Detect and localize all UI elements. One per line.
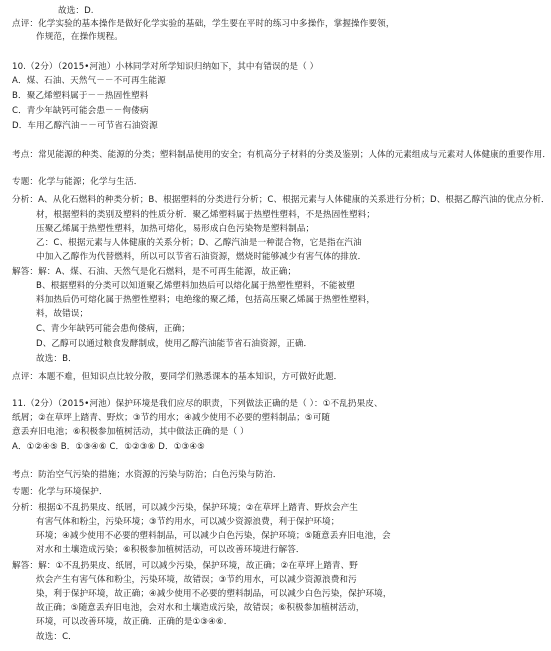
- solution-line: B、根据塑料的分类可以知道聚乙烯塑料加热后可以熔化属于热塑性塑料，不能被塑: [36, 281, 355, 291]
- solution-line: 炊会产生有害气体和粉尘，污染环境，故错误；③节约用水，可以减少资源浪费和污: [36, 575, 357, 585]
- option-c: C．青少年缺钙可能会患－－佝偻病: [12, 106, 149, 116]
- solution-line: 料，故错误；: [36, 309, 89, 319]
- option-d: D．车用乙醇汽油－－可节省石油资源: [12, 121, 158, 131]
- analysis-line: 压聚乙烯属于热塑性塑料，加热可熔化，易形成白色污染物是塑料制品；: [36, 224, 315, 234]
- question-11-stem-cont: 纸屑；②在草坪上踏青、野炊；③节约用水；④减少使用不必要的塑料制品；⑤可随: [12, 413, 331, 423]
- option-a: A．煤、石油、天然气－－不可再生能源: [12, 76, 166, 86]
- comment-line-cont: 作规范，在操作规程。: [36, 32, 123, 42]
- knowledge-point: 考点：防治空气污染的措施；水资源的污染与防治；白色污染与防治．: [12, 470, 282, 480]
- knowledge-point: 考点：常见能源的种类、能源的分类；塑料制品使用的安全；有机高分子材料的分类及鉴别；人体的元素组成与元素对人体健康的重要作用．: [12, 150, 551, 160]
- analysis-line: 对水和土壤造成污染；⑥积极参加植树活动，可以改善环境进行解答．: [36, 545, 305, 555]
- solution-line: 料加热后仍可熔化属于热塑性塑料；电绝缘的聚乙烯，包括高压聚乙烯属于热塑性塑料，: [36, 295, 376, 305]
- analysis-line: 有害气体和粉尘，污染环境；③节约用水，可以减少资源浪费，利于保护环境；: [36, 517, 340, 527]
- analysis-line: 环境；④减少使用不必要的塑料制品，可以减少白色污染，保护环境；⑤随意丢弃旧电池，会: [36, 531, 391, 541]
- solution-line: C、青少年缺钙可能会患佝偻病，正确；: [36, 324, 190, 334]
- solution-line: 解答：解：A、煤、石油、天然气是化石燃料，是不可再生能源，故正确；: [12, 267, 297, 277]
- analysis-line: 中加入乙醇作为代替燃料，所以可以节省石油资源，燃烧时能够减少有害气体的排放．: [36, 252, 367, 262]
- analysis-line: 分析：根据①不乱扔果皮、纸屑，可以减少污染，保护环境；②在草坪上踏青、野炊会产生: [12, 503, 358, 513]
- solution-line: 环境，可以改善环境，故正确．正确的是①③④⑥．: [36, 617, 233, 627]
- topic: 专题：化学与能源；化学与生活．: [12, 177, 143, 187]
- analysis-line: 分析：A、从化石燃料的种类分析；B、根据塑料的分类进行分析；C、根据元素与人体健康的关系进行分析；D、根据乙醇汽油的优点分析．: [12, 195, 550, 205]
- comment-line: 点评：化学实验的基本操作是做好化学实验的基础，学生要在平时的练习中多操作，掌握操作要领，: [12, 19, 395, 29]
- solution-line: 染，利于保护环境，故正确；④减少使用不必要的塑料制品，可以减少白色污染，保护环境，: [36, 589, 392, 599]
- analysis-line: 乙：C、根据元素与人体健康的关系分析；D、乙醇汽油是一种混合物，它是指在汽油: [36, 238, 362, 248]
- answer-line: 故选：B．: [36, 354, 77, 364]
- question-11-stem: 11.（2分）（2015•河池）保护环境是我们应尽的职责，下列做法正确的是（ ）：①不乱扔果皮、: [12, 399, 383, 409]
- option-b: B．聚乙烯塑料属于－－热固性塑料: [12, 91, 149, 101]
- answer-line: 故选：D.: [58, 6, 94, 16]
- analysis-line: 材，根据塑料的类别及塑料的性质分析．聚乙烯塑料属于热塑性塑料，不是热固性塑料；: [36, 210, 376, 220]
- comment-line: 点评：本题不难，但知识点比较分散，要同学们熟悉课本的基本知识，方可做好此题．: [12, 372, 343, 382]
- solution-line: 故正确；⑤随意丢弃旧电池，会对水和土壤造成污染，故错误；⑥积极参加植树活动，: [36, 603, 365, 613]
- topic: 专题：化学与环境保护．: [12, 487, 108, 497]
- question-11-options: A．①②④⑤ B．①③④⑥ C．①②③⑥ D．①③④⑤: [12, 442, 205, 452]
- solution-line: 解答：解：①不乱扔果皮、纸屑，可以减少污染，保护环境，故正确；②在草坪上踏青、野: [12, 561, 358, 571]
- question-11-stem-cont: 意丢弃旧电池；⑥积极参加植树活动，其中做法正确的是（ ）: [12, 427, 249, 437]
- question-10-stem: 10.（2分）（2015•河池）小林同学对所学知识归纳如下，其中有错误的是（ ）: [12, 62, 319, 72]
- solution-line: D、乙醇可以通过粮食发酵制成，使用乙醇汽油能节省石油资源，正确．: [36, 339, 313, 349]
- answer-line: 故选：C．: [36, 632, 77, 642]
